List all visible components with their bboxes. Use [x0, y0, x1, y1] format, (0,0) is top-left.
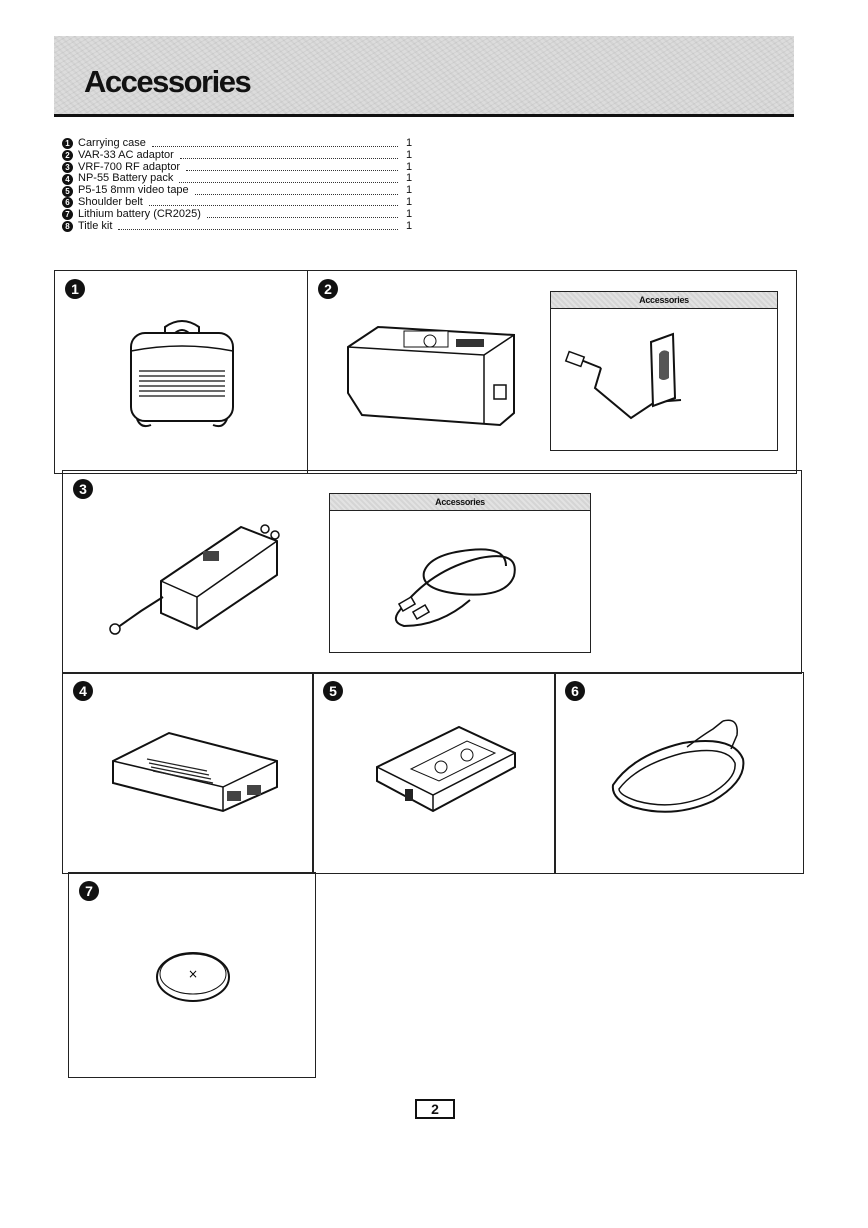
dot-leader	[152, 140, 398, 147]
item-number: 4	[62, 174, 73, 185]
lithium-battery-illustration	[153, 947, 233, 1007]
panel-number: 5	[323, 681, 343, 701]
list-item	[62, 221, 412, 233]
panel-video-tape	[312, 672, 556, 874]
ac-adaptor-illustration	[344, 313, 524, 433]
panel-shoulder-belt	[554, 672, 804, 874]
dot-leader	[149, 199, 398, 206]
panel-lithium-battery	[68, 872, 316, 1078]
item-number: 1	[62, 138, 73, 149]
header-rule	[54, 114, 794, 117]
carrying-case-illustration	[117, 311, 247, 436]
battery-pack-illustration	[107, 721, 287, 821]
item-name: Lithium battery (CR2025)	[78, 207, 201, 220]
dot-leader	[186, 164, 398, 171]
dot-leader	[180, 152, 398, 159]
inset-title: Accessories	[330, 494, 590, 511]
item-quantity: 1	[406, 195, 413, 208]
item-name: Carrying case	[78, 137, 146, 149]
item-name: Shoulder belt	[78, 195, 143, 208]
item-quantity: 1	[406, 160, 413, 173]
panel-number: 6	[565, 681, 585, 701]
panel-battery-pack	[62, 672, 314, 874]
item-name: VRF-700 RF adaptor	[78, 160, 181, 173]
item-quantity: 1	[406, 207, 413, 220]
svg-text:×: ×	[187, 967, 199, 981]
accessory-list	[62, 138, 412, 232]
panel-carrying-case	[54, 270, 308, 474]
list-item	[62, 209, 412, 221]
item-number: 2	[62, 150, 73, 161]
panel-number: 7	[79, 881, 99, 901]
page-title: Accessories	[84, 64, 251, 99]
item-name: P5-15 8mm video tape	[78, 184, 189, 197]
video-tape-illustration	[371, 719, 521, 819]
panel-number: 1	[65, 279, 85, 299]
item-quantity: 1	[406, 148, 413, 161]
item-quantity: 1	[406, 219, 413, 232]
dot-leader	[179, 176, 398, 183]
dot-leader	[207, 211, 398, 218]
page-number: 2	[415, 1099, 455, 1119]
item-number: 8	[62, 221, 73, 232]
dot-leader	[195, 188, 398, 195]
shoulder-belt-illustration	[603, 715, 763, 825]
inset-title: Accessories	[551, 292, 777, 309]
item-number: 6	[62, 197, 73, 208]
list-item	[62, 197, 412, 209]
item-name: VAR-33 AC adaptor	[78, 148, 174, 161]
item-number: 5	[62, 186, 73, 197]
ac-cord-inset	[550, 291, 778, 451]
item-name: Title kit	[78, 219, 113, 232]
rf-cable-inset	[329, 493, 591, 653]
panel-number: 3	[73, 479, 93, 499]
coax-cable-illustration	[330, 510, 590, 650]
dot-leader	[118, 223, 398, 230]
item-number: 7	[62, 209, 73, 220]
list-item	[62, 150, 412, 162]
panel-ac-adaptor	[307, 270, 797, 474]
panel-rf-adaptor	[62, 470, 802, 674]
item-quantity: 1	[406, 172, 413, 185]
item-name: NP-55 Battery pack	[78, 172, 174, 185]
item-quantity: 1	[406, 137, 413, 149]
dc-cord-illustration	[551, 308, 777, 448]
panel-number: 4	[73, 681, 93, 701]
panel-number: 2	[318, 279, 338, 299]
item-number: 3	[62, 162, 73, 173]
item-quantity: 1	[406, 184, 413, 197]
rf-adaptor-illustration	[101, 507, 311, 637]
